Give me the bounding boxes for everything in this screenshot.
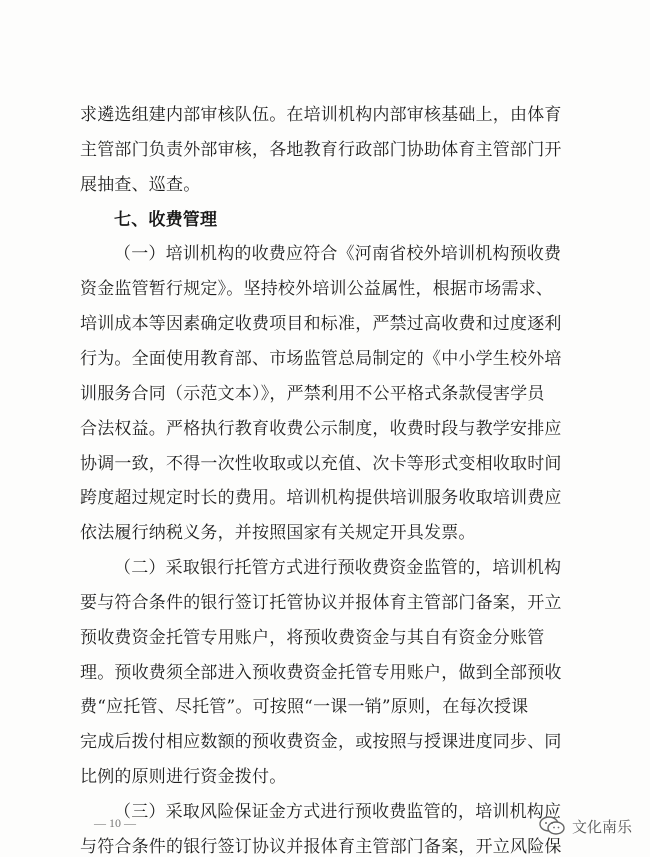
- text-line: （一）培训机构的收费应符合《河南省校外培训机构预收费: [114, 244, 562, 265]
- text-line: 展抽查、巡查。: [80, 174, 201, 195]
- section-heading: 七、收费管理: [114, 209, 218, 230]
- text-line: 要与符合条件的银行签订托管协议并报体育主管部门备案，开立: [80, 592, 562, 613]
- text-line: 理。预收费须全部进入预收费资金托管专用账户，做到全部预收: [80, 662, 562, 683]
- text-line: 协调一致，不得一次性收取或以充值、次卡等形式变相收取时间: [80, 453, 562, 474]
- text-line: 合法权益。严格执行教育收费公示制度，收费时段与教学安排应: [80, 418, 562, 439]
- text-line: （二）采取银行托管方式进行预收费资金监管的，培训机构: [114, 558, 562, 579]
- wechat-icon: [538, 815, 566, 837]
- text-line: 主管部门负责外部审核，各地教育行政部门协助体育主管部门开: [80, 139, 562, 160]
- text-line: 与符合条件的银行签订协议并报体育主管部门备案，开立风险保: [80, 836, 562, 857]
- watermark-label: 文化南乐: [571, 817, 632, 836]
- text-line: 求遴选组建内部审核队伍。在培训机构内部审核基础上，由体育: [80, 105, 562, 125]
- text-line: 培训成本等因素确定收费项目和标准，严禁过高收费和过度逐利: [80, 314, 562, 335]
- text-line: 依法履行纳税义务，并按照国家有关规定开具发票。: [80, 523, 476, 544]
- text-line: 完成后拨付相应数额的预收费资金，或按照与授课进度同步、同: [80, 732, 562, 753]
- text-line: 费“应托管、尽托管”。可按照“一课一销”原则，在每次授课: [80, 697, 529, 718]
- text-line: 行为。全面使用教育部、市场监管总局制定的《中小学生校外培: [80, 348, 562, 369]
- page-number: — 10 —: [94, 816, 136, 830]
- text-line: 训服务合同（示范文本）》，严禁利用不公平格式条款侵害学员: [80, 383, 545, 404]
- text-line: 资金监管暂行规定》。坚持校外培训公益属性，根据市场需求、: [80, 279, 554, 300]
- text-line: 跨度超过规定时长的费用。培训机构提供培训服务收取培训费应: [80, 488, 562, 509]
- text-line: 预收费资金托管专用账户，将预收费资金与其自有资金分账管: [80, 627, 545, 648]
- wechat-watermark: [538, 815, 632, 837]
- text-line: （三）采取风险保证金方式进行预收费监管的，培训机构应: [114, 802, 562, 822]
- text-line: 比例的原则进行资金拨付。: [80, 767, 287, 788]
